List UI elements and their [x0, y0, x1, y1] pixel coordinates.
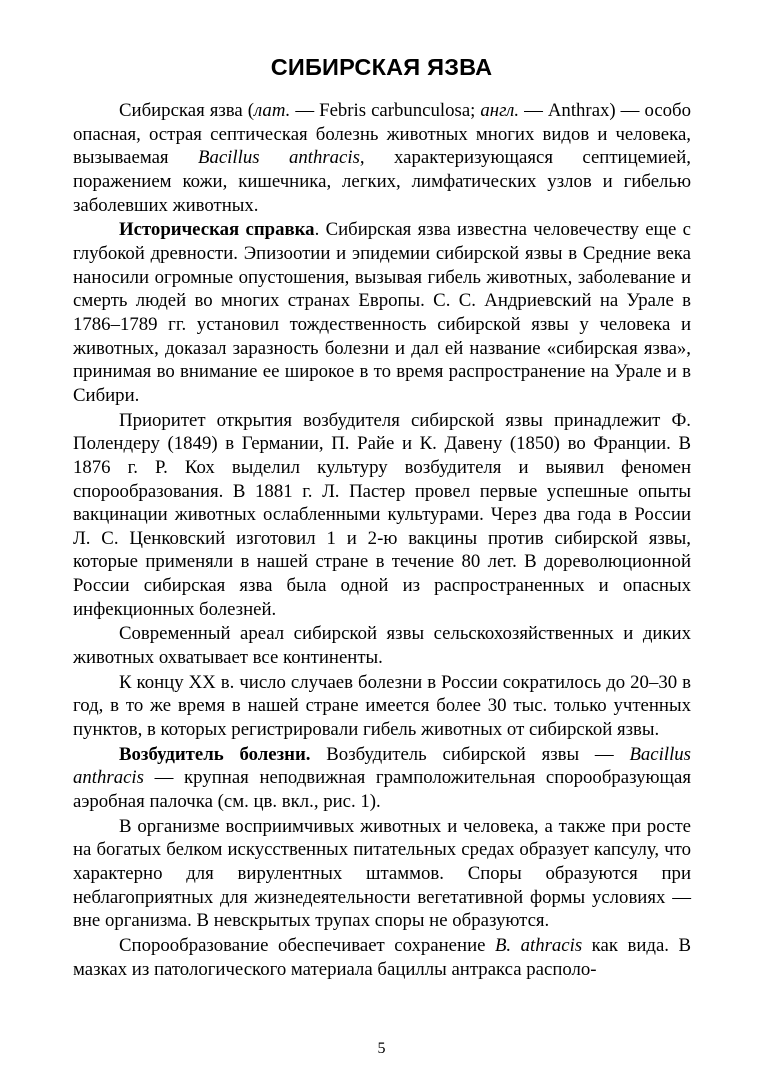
section-heading-pathogen: Возбудитель болезни. — [119, 743, 311, 765]
paragraph-sporulation — [73, 934, 691, 981]
section-heading-history: Историческая справка — [119, 219, 315, 241]
species-name: B. athracis — [494, 934, 583, 956]
paragraph-discovery: Приоритет открытия возбудителя сибирской язвы принадлежит Ф. Полендеру (1849) в Германии, П. Райе и К. Давену (1850) во Франции. В 1876 г. Р. Кох выделил культуру возбудителя и выявил феномен спорообразования. В 1881 г. Л. Пастер провел первые успешные опыты вакцинации животных ослабленными культурами. Через два года в России Л. С. Ценковский изготовил 1 и 2-ю вакцины против сибирской язвы, которые применяли в нашей стране в течение 80 лет. В дореволюционной России сибирская язва была одной из распространенных и опасных инфекционных болезней. — [73, 409, 691, 620]
species-name: Bacillus anthracis — [197, 147, 360, 169]
english-abbreviation: англ. — [480, 100, 520, 121]
paragraph-cases: К концу XX в. число случаев болезни в России сократилось до 20–30 в год, в то же время в нашей стране имеется более 30 тыс. только учтенных пунктов, в которых регистрировали гибель животных от сибирской язвы. — [73, 671, 691, 741]
text-run: как вида. В мазках из патологического материала бациллы антракса располо- — [73, 934, 691, 980]
text-run: Возбудитель сибирской язвы — — [310, 743, 630, 765]
paragraph-range: Современный ареал сибирской язвы сельскохозяйственных и диких животных охватывает все континенты. — [73, 623, 691, 669]
page-number: 5 — [377, 1040, 386, 1057]
paragraph-pathogen — [73, 743, 691, 814]
paragraph-capsule: В организме восприимчивых животных и человека, а также при росте на богатых белком искусственных питательных средах образует капсулу, что характерно для вирулентных штаммов. Споры образуются при неблагоприятных для жизнедеятельности вегетативной формы условиях — вне организма. В невскрытых трупах споры не образуются. — [73, 815, 691, 932]
paragraph-history — [73, 218, 691, 407]
latin-abbreviation: лат. — [254, 100, 291, 121]
text-run: Спорообразование обеспечивает сохранение — [119, 934, 495, 956]
species-name: Bacillus anthracis — [73, 743, 691, 789]
text-run: — Anthrax) — особо опасная, острая септическая болезнь животных многих видов и человека, вызываемая — [73, 100, 691, 169]
text-run: — Febris carbunculosa; — [290, 100, 481, 121]
text-run: . Сибирская язва известна человечеству еще с глубокой древности. Эпизоотии и эпидемии сибирской язвы в Средние века наносили огромные опустошения, вызывая гибель животных, заболевание и смерть людей во многих странах Европы. С. С. Андриевский на Урале в 1786–1789 гг. установил тождественность сибирской язвы у человека и животных, доказал заразность болезни и дал ей название «сибирская язва», принимая во внимание ее широкое в то время распространение на Урале и в Сибири. — [73, 219, 691, 406]
body-text — [73, 99, 691, 981]
text-run: — крупная неподвижная грамположительная спорообразующая аэробная палочка (см. цв. вкл., рис. 1). — [73, 767, 691, 813]
chapter-title: СИБИРСКАЯ ЯЗВА — [270, 54, 493, 80]
text-run: , характеризующаяся септицемией, поражением кожи, кишечника, легких, лимфатических узлов и гибелью заболевших животных. — [73, 147, 692, 216]
paragraph-intro — [73, 99, 691, 217]
text-run: Сибирская язва ( — [119, 100, 255, 121]
